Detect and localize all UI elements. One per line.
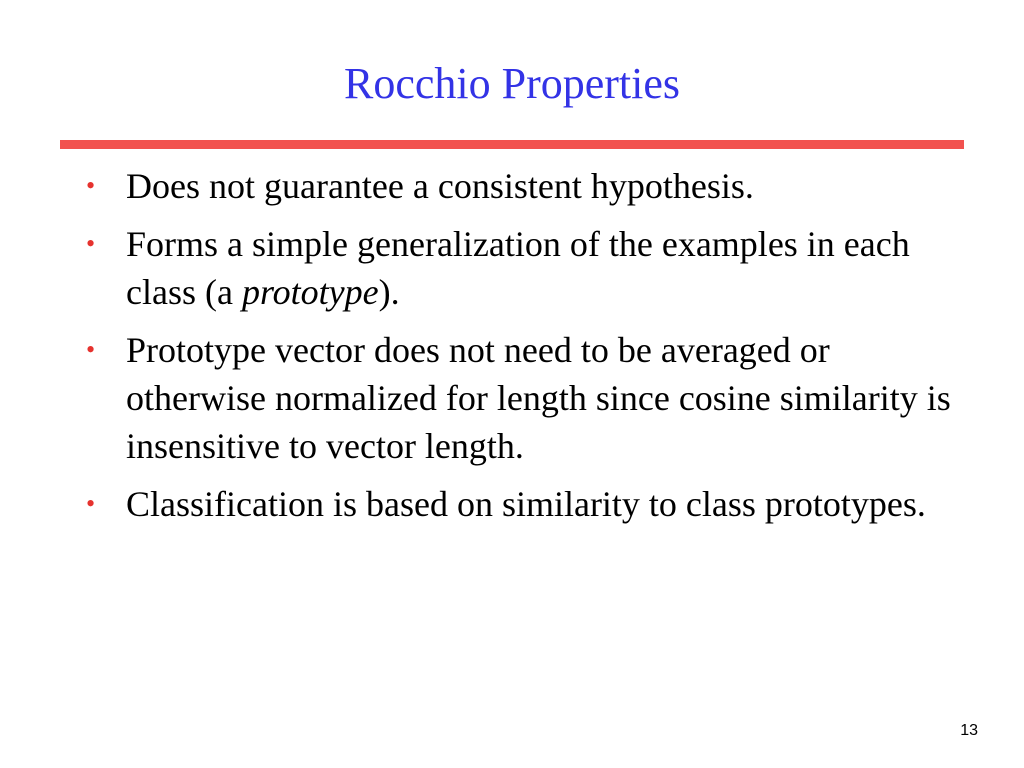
bullet-text-segment: ). xyxy=(378,272,400,312)
bullet-marker: • xyxy=(86,335,96,364)
bullet-item xyxy=(82,220,962,316)
slide-title: Rocchio Properties xyxy=(343,59,681,108)
page-number: 13 xyxy=(960,722,978,739)
bullet-list xyxy=(82,162,962,538)
bullet-text: Classification is based on similarity to class prototypes. xyxy=(126,484,926,524)
bullet-text xyxy=(126,224,910,312)
bullet-text-segment: Forms a simple generalization of the examples in each class (a xyxy=(126,224,910,312)
bullet-emphasis: prototype xyxy=(241,272,379,312)
bullet-text: Does not guarantee a consistent hypothesis. xyxy=(126,166,754,206)
bullet-marker: • xyxy=(86,171,96,200)
bullet-item xyxy=(82,480,962,528)
bullet-item xyxy=(82,162,962,210)
bullet-item xyxy=(82,326,962,470)
bullet-text: Prototype vector does not need to be averaged or otherwise normalized for length since cosine similarity is insensitive to vector length. xyxy=(126,330,951,466)
bullet-marker: • xyxy=(86,489,96,518)
bullet-marker: • xyxy=(86,229,96,258)
title-divider xyxy=(60,140,964,149)
